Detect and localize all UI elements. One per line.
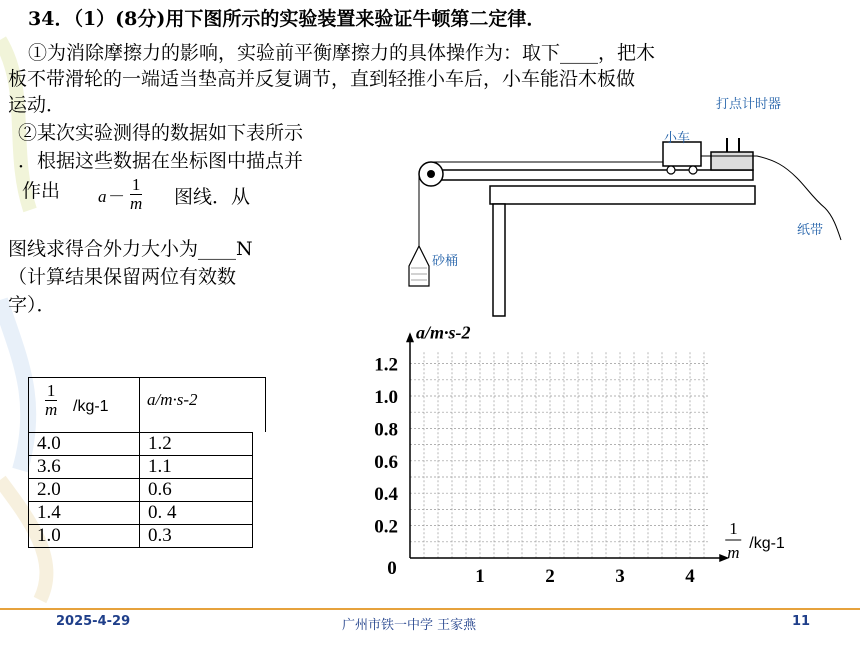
y-tick-label: 0.6 <box>374 451 398 473</box>
y-tick-label: 0.2 <box>374 516 398 538</box>
x-tick-label: 4 <box>685 566 695 587</box>
question-line-2: ①为消除摩擦力的影响，实验前平衡摩擦力的具体操作为：取下____，把木 <box>28 42 656 64</box>
table-header-den: m <box>45 400 58 419</box>
x-axis-label-num: 1 <box>729 519 738 538</box>
table-header-num: 1 <box>46 381 56 400</box>
cart-label: 小车 <box>664 131 691 146</box>
question-line-7-pre: 作出 <box>22 180 61 202</box>
formula-a: a－ <box>98 187 124 206</box>
timer-label: 打点计时器 <box>716 97 782 112</box>
table-cell-accel: 0.3 <box>140 525 253 548</box>
question-line-9: （计算结果保留两位有效数 <box>8 266 237 288</box>
table-row <box>29 525 253 548</box>
formula-den: m <box>130 194 143 213</box>
footer-date: 2025-4-29 <box>56 614 131 629</box>
footer-school: 广州市铁一中学 王家燕 <box>342 618 477 633</box>
table-cell-accel: 0.6 <box>140 479 253 502</box>
question-line-10: 字）． <box>8 294 56 316</box>
table-top <box>490 186 755 204</box>
y-tick-label: 0.8 <box>374 419 398 441</box>
acceleration-chart <box>340 322 830 592</box>
origin-label: 0 <box>387 558 397 579</box>
table-cell-inv-mass: 1.0 <box>29 525 140 548</box>
x-tick-label: 2 <box>545 566 555 587</box>
table-cell-inv-mass: 1.4 <box>29 502 140 525</box>
bucket-label: 砂桶 <box>432 254 459 269</box>
table-row <box>29 456 253 479</box>
x-axis-label-unit: /kg-1 <box>749 535 785 552</box>
table-cell-accel: 1.1 <box>140 456 253 479</box>
table-header <box>28 377 266 432</box>
data-table-body <box>28 432 253 548</box>
table-header-accel: a/m·s-2 <box>147 390 198 409</box>
board <box>435 170 753 180</box>
x-tick-label: 3 <box>615 566 625 587</box>
table-row <box>29 479 253 502</box>
question-line-7-post: 图线．从 <box>174 186 251 208</box>
formula-fraction <box>130 176 142 213</box>
y-tick-label: 1.0 <box>374 387 398 408</box>
y-tick-label: 0.4 <box>374 484 398 506</box>
question-line-7 <box>22 176 292 226</box>
table-leg <box>493 204 505 316</box>
y-axis-label: a/m·s-2 <box>416 322 471 343</box>
table-cell-inv-mass: 3.6 <box>29 456 140 479</box>
x-axis-label-den: m <box>727 543 740 562</box>
table-header-unit: /kg-1 <box>73 398 109 415</box>
question-line-1: 34．（1）(8分)用下图所示的实验装置来验证牛顿第二定律． <box>28 8 546 30</box>
question-line-3: 板不带滑轮的一端适当垫高并反复调节，直到轻推小车后，小车能沿木板做 <box>8 68 636 90</box>
footer-page: 11 <box>792 614 811 629</box>
data-table <box>28 377 266 548</box>
table-cell-inv-mass: 4.0 <box>29 433 140 456</box>
apparatus-diagram <box>405 118 845 318</box>
table-cell-inv-mass: 2.0 <box>29 479 140 502</box>
table-row <box>29 502 253 525</box>
table-header-fraction <box>45 382 57 419</box>
table-cell-accel: 1.2 <box>140 433 253 456</box>
question-line-4: 运动． <box>8 94 66 116</box>
y-tick-label: 1.2 <box>374 354 398 376</box>
formula-num: 1 <box>131 175 141 194</box>
question-line-6: ．根据这些数据在坐标图中描点并 <box>18 150 304 172</box>
footer-rule <box>0 608 860 610</box>
table-cell-accel: 0. 4 <box>140 502 253 525</box>
timer-icon <box>711 152 753 170</box>
tape-label: 纸带 <box>797 223 824 238</box>
x-tick-label: 1 <box>475 566 485 587</box>
table-row <box>29 433 253 456</box>
question-line-5: ②某次实验测得的数据如下表所示 <box>18 122 304 144</box>
y-axis-arrow <box>406 332 414 342</box>
question-line-8: 图线求得合外力大小为____N <box>8 238 253 260</box>
